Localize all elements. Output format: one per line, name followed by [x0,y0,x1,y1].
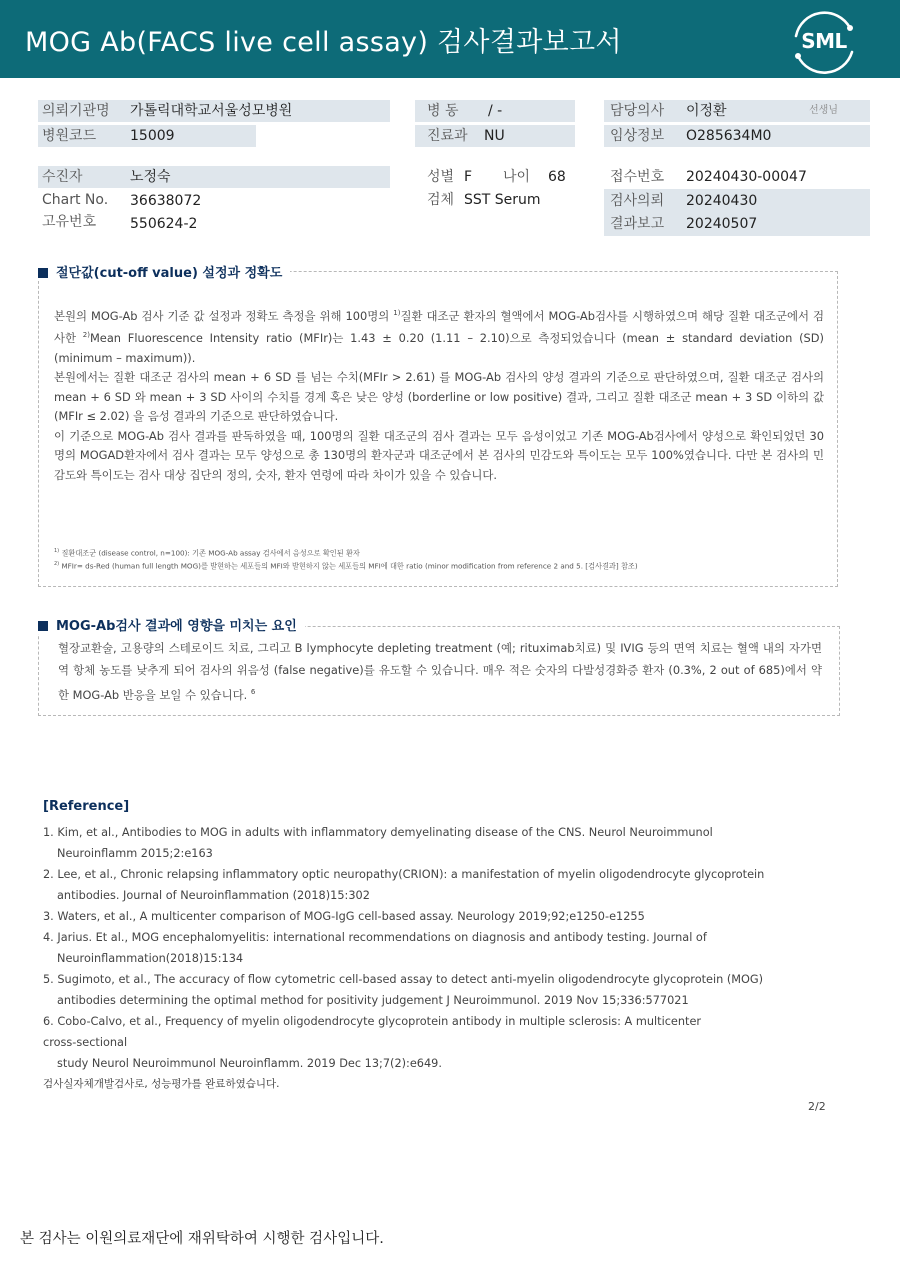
cutoff-paragraph-2: 본원에서는 질환 대조군 검사의 mean + 6 SD 를 넘는 수치(MFIr > 2.61) 를 MOG-Ab 검사의 양성 결과의 기준으로 판단하였으며, 질환 대조군 검사의 mean + 6 SD 와 mean + 3 SD 사이의 수치를 경계 혹은 낮은 양성 (borderline or low positive) 결과, 그리고 질환 대조군 mean + 3 SD 이하의 값 (MFIr ≤ 2.02) 을 음성 결과의 기준으로 판단하였습니다. [54,370,824,424]
reference-title: [Reference] [43,799,130,814]
patient-name: 노정숙 [130,169,171,185]
receipt-label: 접수번호 [610,169,665,185]
reference-line: 5. Sugimoto, et al., The accuracy of flow cytometric cell-based assay to detect anti-myelin oligodendrocyte glycoprotein (MOG) [43,973,764,986]
request-label: 검사의뢰 [610,193,665,209]
department-label: 진료과 [427,128,468,144]
section-square-icon [38,268,48,278]
doctor-value: 이정환 [686,103,727,119]
factors-section-body: 혈장교환술, 고용량의 스테로이드 치료, 그리고 B lymphocyte depleting treatment (예; rituximab치료) 및 IVIG 등의 면역 치료는 혈액 내의 자가면역 항체 농도를 낮추게 되어 검사의 위음성 (false negative)를 유도할 수 있습니다. 매우 적은 숫자의 다발성경화증 환자 (0.3%, 2 out of 685)에서 약한 MOG-Ab 반응을 보일 수 있습니다. $^6$ [58,641,822,702]
cutoff-paragraph-1: 본원의 MOG-Ab 검사 기준 값 설정과 정확도 측정을 위해 100명의 $^{1)}$질환 대조군 환자의 혈액에서 MOG-Ab검사를 시행하였으며 해당 질환 대조군에서 검사한 $^{2)}$Mean Fluorescence Intensity ratio (MFIr)는 1.43 ± 0.20 (1.11 – 2.10)으로 측정되었습니다 (mean ± standard deviation (SD) (minimum – maximum)). [54,308,824,365]
chart-no-label: Chart No. [42,192,109,208]
page-number: 2/2 [808,1100,826,1113]
closing-note: 검사실자체개발검사로, 성능평가를 완료하였습니다. [43,1078,280,1090]
cutoff-section-body [54,304,824,485]
factors-section-title: MOG-Ab검사 결과에 영향을 미치는 요인 [56,619,297,634]
doctor-suffix: 선생님 [809,105,838,116]
age-value: 68 [548,169,566,185]
reference-line: 2. Lee, et al., Chronic relapsing inflammatory optic neuropathy(CRION): a manifestation of myelin oligodendrocyte glycoprotein [43,868,765,881]
reference-line: antibodies. Journal of Neuroinflammation (2018)15:302 [57,889,370,902]
unique-no-label: 고유번호 [42,214,97,230]
specimen-label: 검체 [427,192,455,208]
chart-no-value: 36638072 [130,193,202,209]
factors-section-heading [38,615,305,634]
footnote-2: $^{2)}$ MFIr= ds-Red (human full length MOG)를 발현하는 세포들의 MFI와 발현하지 않는 세포들의 MFI에 대한 ratio (minor modification from reference 2 and 5. [검사결과] 참조) [54,561,638,571]
unique-no-value: 550624-2 [130,216,198,232]
footer-note: 본 검사는 이원의료재단에 재위탁하여 시행한 검사입니다. [20,1231,384,1247]
hospital-code-value: 15009 [130,128,175,144]
report-title: MOG Ab(FACS live cell assay) 검사결과보고서 [25,27,622,58]
clinical-info-label: 임상정보 [610,128,665,144]
reference-line: 3. Waters, et al., A multicenter comparison of MOG-IgG cell-based assay. Neurology 2019;92;e1250-e1255 [43,910,645,923]
clinical-info-value: O285634M0 [686,128,772,144]
specimen-value: SST Serum [464,192,541,208]
reference-line: 4. Jarius. Et al., MOG encephalomyelitis: international recommendations on diagnosis and antibody testing. Journal of [43,931,707,944]
ward-value: / - [488,103,503,119]
institution-value: 가톨릭대학교서울성모병원 [130,103,293,119]
cutoff-paragraph-3: 이 기준으로 MOG-Ab 검사 결과를 판독하였을 때, 100명의 질환 대조군의 검사 결과는 모두 음성이었고 기존 MOG-Ab검사에서 양성으로 확인되었던 30명의 MOGAD환자에서 검사 결과는 모두 양성으로 총 130명의 환자군과 대조군에서 본 검사의 민감도와 특이도는 모두 100%였습니다. 다만 본 검사의 민감도와 특이도는 검사 대상 집단의 정의, 숫자, 환자 연령에 따라 차이가 있을 수 있습니다. [54,428,824,482]
sex-value: F [464,169,473,185]
patient-label: 수진자 [42,169,83,185]
receipt-value: 20240430-00047 [686,169,807,185]
request-value: 20240430 [686,193,758,209]
ward-label: 병 동 [427,103,459,119]
cutoff-section-title: 절단값(cut-off value) 설정과 정확도 [56,266,283,281]
reference-line: study Neurol Neuroimmunol Neuroinflamm. 2019 Dec 13;7(2):e649. [57,1057,442,1070]
section-square-icon [38,621,48,631]
report-label: 결과보고 [610,216,665,232]
cutoff-section-heading [38,262,290,281]
reference-line: cross-sectional [43,1036,128,1049]
reference-list [43,822,843,1074]
institution-label: 의뢰기관명 [42,103,110,119]
department-value: NU [484,128,505,144]
report-value: 20240507 [686,216,758,232]
sml-logo-text: SML [801,29,847,53]
age-label: 나이 [503,169,531,185]
hospital-code-label: 병원코드 [42,128,97,144]
doctor-label: 담당의사 [610,103,665,119]
patient-row-shade [38,166,390,188]
footnote-1: $^{1)}$ 질환대조군 (disease control, n=100): 기존 MOG-Ab assay 검사에서 음성으로 확인된 환자 [54,548,360,558]
reference-line: Neuroinflammation(2018)15:134 [57,952,244,965]
reference-line: Neuroinflamm 2015;2:e163 [57,847,213,860]
sml-logo [788,8,860,74]
report-header [0,0,900,78]
reference-line: 1. Kim, et al., Antibodies to MOG in adults with inflammatory demyelinating disease of the CNS. Neurol Neuroimmunol [43,826,713,839]
sex-label: 성별 [427,169,455,185]
reference-line: antibodies determining the optimal method for positivity judgement J Neuroimmunol. 2019 Nov 15;336:577021 [57,994,689,1007]
reference-line: 6. Cobo-Calvo, et al., Frequency of myelin oligodendrocyte glycoprotein antibody in multiple sclerosis: A multicenter [43,1015,702,1028]
